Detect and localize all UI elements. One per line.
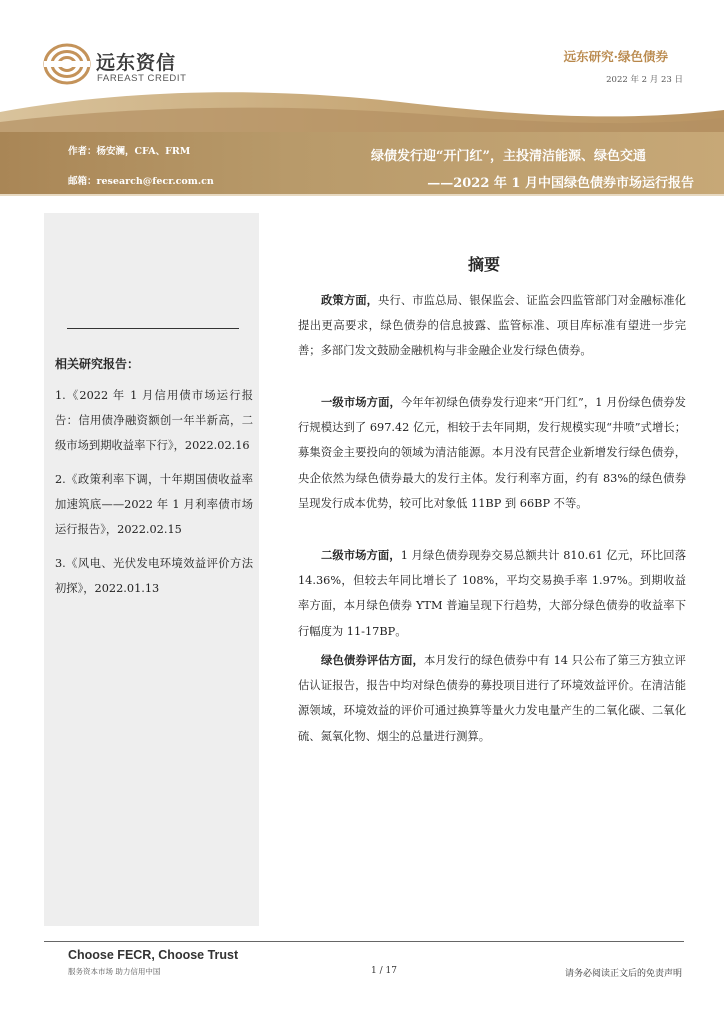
abstract-paragraph-primary-market — [298, 390, 686, 516]
paragraph-body: 今年年初绿色债券发行迎来“开门红”，1 月份绿色债券发行规模达到了 697.42 亿元，相较于去年同期，发行规模实现“井喷”式增长；募集资金主要投向的领域为清洁能源。本月没有民营企业新增发行绿色债券，央企依然为绿色债券最大的发行主体。发行利率方面，约有 83%的绿色债券呈现发行成本优势，较可比对象低 11BP 到 66BP 不等。 — [298, 396, 686, 510]
paragraph-lead: 二级市场方面， — [321, 548, 401, 562]
brand-name-en: FAREAST CREDIT — [97, 73, 187, 84]
page-number: 1 / 17 — [371, 966, 397, 976]
paragraph-body: 央行、市监总局、银保监会、证监会四监管部门对金融标准化提出更高要求，绿色债券的信息披露、监管标准、项目库标准有望进一步完善；多部门发文鼓励金融机构与非金融企业发行绿色债券。 — [298, 294, 686, 358]
paragraph-lead: 政策方面， — [321, 293, 379, 307]
footer-slogan: 服务资本市场 助力信用中国 — [68, 967, 161, 976]
abstract-heading: 摘要 — [468, 255, 501, 274]
related-reports-heading: 相关研究报告： — [55, 357, 140, 371]
disclaimer: 请务必阅读正文后的免责声明 — [564, 969, 682, 979]
report-subtitle: ——2022 年 1 月中国绿色债券市场运行报告 — [427, 176, 694, 191]
abstract-paragraph-policy — [298, 288, 686, 364]
sidebar-divider — [67, 328, 239, 329]
paragraph-lead: 绿色债券评估方面， — [321, 653, 424, 667]
abstract-paragraph-secondary-market — [298, 543, 686, 644]
author: 作者：杨安澜，CFA、FRM — [68, 146, 191, 157]
paragraph-lead: 一级市场方面， — [321, 395, 401, 409]
banner-divider — [0, 194, 724, 196]
related-report-item[interactable]: 3.《风电、光伏发电环境效益评价方法初探》，2022.01.13 — [55, 557, 253, 595]
author-email: 邮箱：research@fecr.com.cn — [68, 176, 214, 187]
footer-divider — [44, 941, 684, 942]
abstract-paragraph-evaluation — [298, 648, 686, 749]
brand-name-cn: 远东资信 — [96, 52, 177, 74]
report-title: 绿债发行迎“开门红”，主投清洁能源、绿色交通 — [371, 149, 646, 164]
related-report-item[interactable]: 2.《政策利率下调，十年期国债收益率加速筑底——2022 年 1 月利率债市场运行报告》，2022.02.15 — [55, 473, 253, 536]
fecr-logo-icon — [42, 42, 92, 86]
related-reports-list — [55, 383, 253, 610]
report-date: 2022 年 2 月 23 日 — [606, 75, 683, 85]
paragraph-body: 1 月绿色债券现券交易总额共计 810.61 亿元，环比回落 14.36%，但较去年同比增长了 108%，平均交易换手率 1.97%。到期收益率方面，本月绿色债券 YTM 普遍呈现下行趋势，大部分绿色债券的收益率下行幅度为 11-17BP。 — [298, 549, 686, 638]
footer-brand: Choose FECR, Choose Trust — [68, 948, 239, 962]
related-report-item[interactable]: 1.《2022 年 1 月信用债市场运行报告：信用债净融资额创一年半新高，二级市场到期收益率下行》，2022.02.16 — [55, 389, 253, 452]
report-series: 远东研究·绿色债券 — [563, 49, 668, 64]
paragraph-body: 本月发行的绿色债券中有 14 只公布了第三方独立评估认证报告，报告中均对绿色债券的募投项目进行了环境效益评价。在清洁能源领域，环境效益的评价可通过换算等量火力发电量产生的二氧化碳、二氧化硫、氮氧化物、烟尘的总量进行测算。 — [298, 654, 686, 743]
